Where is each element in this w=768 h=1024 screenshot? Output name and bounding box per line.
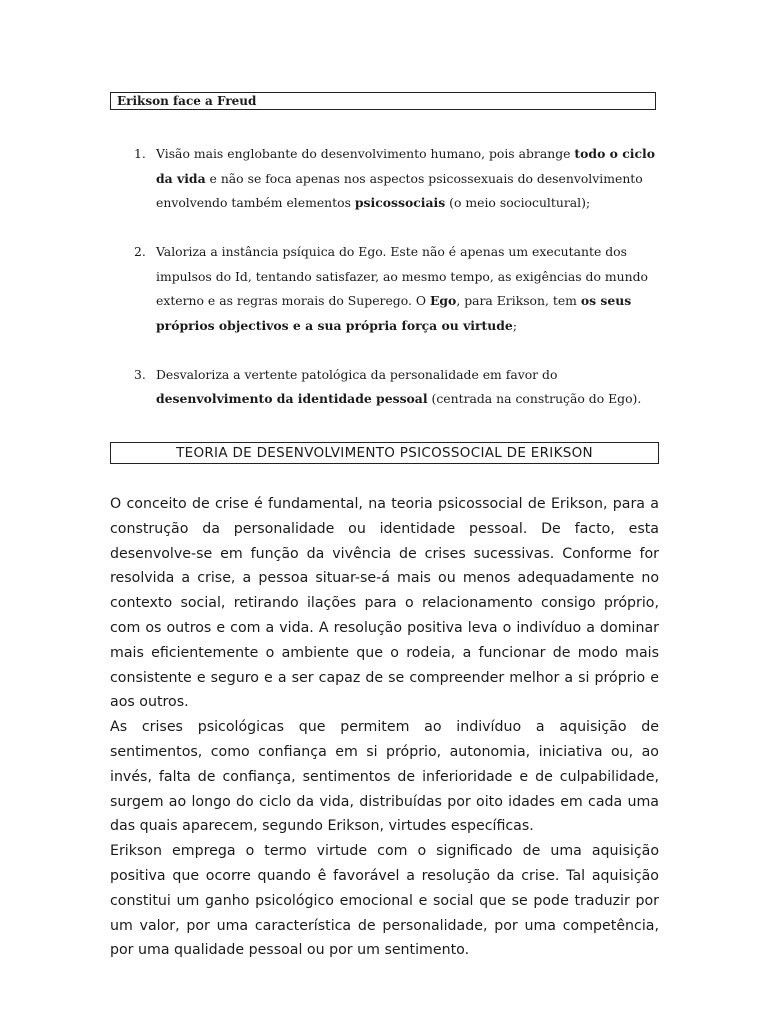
body-text	[110, 492, 659, 963]
item-text: e não se foca apenas nos aspectos psicossexuais do desenvolvimento envolvendo também elementos	[156, 170, 643, 210]
item-text: Visão mais englobante do desenvolvimento humano, pois abrange	[156, 146, 575, 161]
item-text: Valoriza a instância psíquica do Ego. Este não é apenas um executante dos impulsos do Id, tentando satisfazer, ao mesmo tempo, as exigências do mundo externo e as regras morais do Superego. O	[156, 244, 648, 308]
item-bold-text: psicossociais	[354, 195, 446, 210]
item-text: ;	[512, 317, 517, 333]
section-title-erikson-freud: Erikson face a Freud	[110, 92, 656, 110]
list-number: 1.	[134, 146, 146, 161]
list-number: 2.	[134, 244, 146, 259]
item-text: Desvaloriza a vertente patológica da personalidade em favor do	[156, 366, 558, 382]
item-text: (o meio sociocultural);	[445, 195, 591, 210]
item-text: (centrada na construção do Ego).	[427, 391, 642, 406]
item-bold-text: todo o ciclo da vida	[156, 146, 655, 186]
list-number: 3.	[134, 366, 146, 382]
list-item	[110, 363, 670, 412]
list-item	[110, 240, 670, 338]
paragraph: As crises psicológicas que permitem ao indivíduo a aquisição de sentimentos, como confiança em si próprio, autonomia, iniciativa ou, ao invés, falta de confiança, sentimentos de inferioridade e de culpabilidade, surgem ao longo do ciclo da vida, distribuídas por oito idades em cada uma das quais aparecem, segundo Erikson, virtudes específicas.	[110, 719, 659, 835]
paragraph: O conceito de crise é fundamental, na teoria psicossocial de Erikson, para a construção da personalidade ou identidade pessoal. De facto, esta desenvolve-se em função da vivência de crises sucessivas. Conforme for resolvida a crise, a pessoa situar-se-á mais ou menos adequadamente no contexto social, retirando ilações para o relacionamento consigo próprio, com os outros e com a vida. A resolução positiva leva o indivíduo a dominar mais eficientemente o ambiente que o rodeia, a funcionar de modo mais consistente e seguro e a ser capaz de se compreender melhor a si próprio e aos outros.	[110, 496, 659, 711]
item-bold-text: desenvolvimento da identidade pessoal	[156, 391, 428, 406]
item-text: , para Erikson, tem	[456, 293, 581, 308]
list-item	[110, 142, 670, 216]
item-bold-text: os seus próprios objectivos e a sua própria força ou virtude	[156, 293, 632, 333]
section-title-teoria: TEORIA DE DESENVOLVIMENTO PSICOSSOCIAL DE ERIKSON	[110, 442, 659, 464]
paragraph: Erikson emprega o termo virtude com o significado de uma aquisição positiva que ocorre quando ê favorável a resolução da crise. Tal aquisição constitui um ganho psicológico emocional e social que se pode traduzir por um valor, por uma característica de personalidade, por uma competência, por uma qualidade pessoal ou por um sentimento.	[110, 843, 659, 959]
item-bold-text: Ego	[429, 293, 457, 308]
comparison-list	[110, 142, 670, 412]
